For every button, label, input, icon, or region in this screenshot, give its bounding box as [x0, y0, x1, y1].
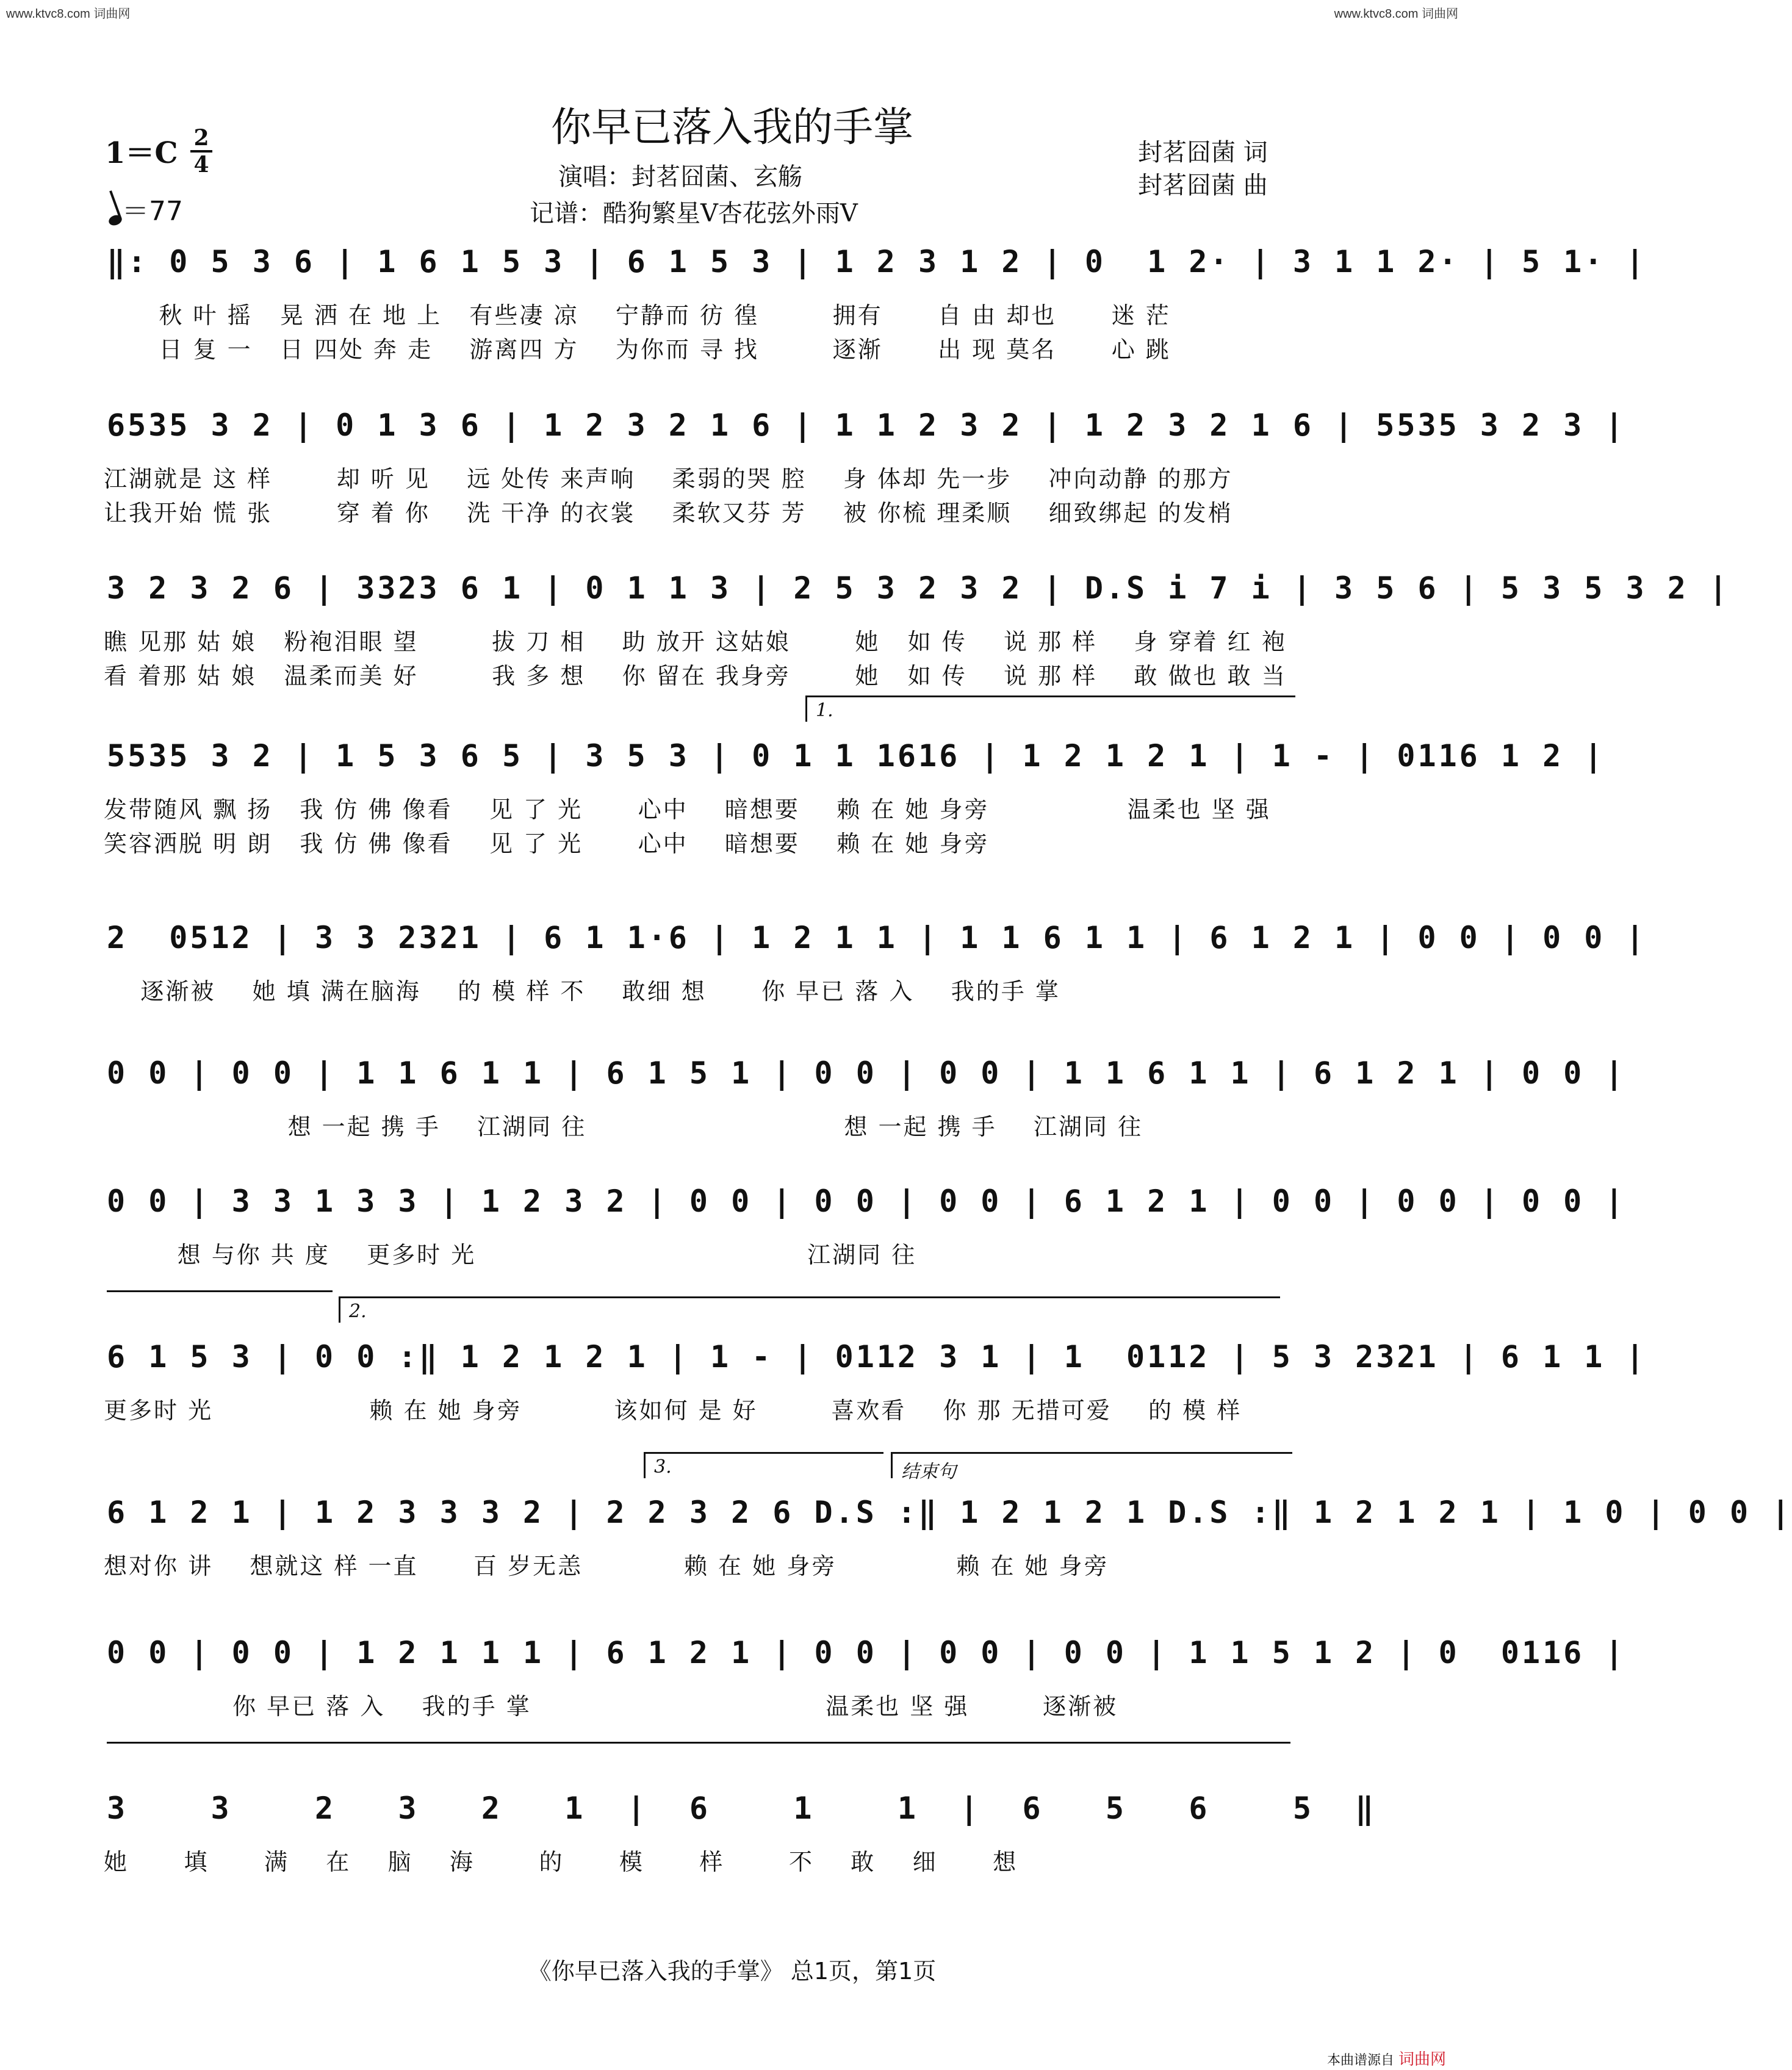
- time-signature: [190, 127, 212, 176]
- watermark: [1327, 2047, 1446, 2069]
- notation-line: 0 0 | 0 0 | 1 1 6 1 1 | 6 1 5 1 | 0 0 | 0 0 | 1 1 6 1 1 | 6 1 2 1 | 0 0 |: [107, 1055, 1626, 1091]
- tempo-marking: ＝77: [109, 189, 183, 228]
- volta-bracket: [644, 1452, 883, 1478]
- score-row: [0, 700, 1605, 879]
- watermark-prefix: 本曲谱源自: [1326, 2053, 1394, 2068]
- score-row: [0, 1791, 1464, 1931]
- singer-credit: 演唱：封茗囧菌、玄觞: [558, 163, 802, 191]
- lyric-line-verse-2: 看 着那 姑 娘 温柔而美 好 我 多 想 你 留在 我身旁 她 如 传 说 那 样 敢 做也 敢 当: [104, 663, 1287, 689]
- lyric-line-verse-1: 想 与你 共 度 更多时 光 江湖同 往: [104, 1242, 917, 1268]
- song-title: 你早已落入我的手掌: [551, 104, 913, 151]
- notation-line: 6535 3 2 | 0 1 3 6 | 1 2 3 2 1 6 | 1 1 2 3 2 | 1 2 3 2 1 6 | 5535 3 2 3 |: [107, 408, 1626, 443]
- notation-line: 6 1 5 3 | 0 0 :‖ 1 2 1 2 1 | 1 - | 0112 3 1 | 1 0112 | 5 3 2321 | 6 1 1 |: [107, 1339, 1647, 1375]
- lyric-line-verse-1: 她 填 满 在 脑 海 的 模 样 不 敢 细 想: [104, 1849, 1018, 1875]
- score-row: [0, 1456, 1792, 1635]
- volta-bracket: [339, 1296, 1280, 1323]
- score-row: [0, 1635, 1626, 1775]
- lyric-line-verse-1: 逐渐被 她 填 满在脑海 的 模 样 不 敢细 想 你 早已 落 入 我的手 掌: [104, 978, 1060, 1005]
- volta-label: 1.: [816, 700, 833, 721]
- notation-line: 0 0 | 3 3 1 3 3 | 1 2 3 2 | 0 0 | 0 0 | 0 0 | 6 1 2 1 | 0 0 | 0 0 | 0 0 |: [107, 1184, 1626, 1219]
- notation-line: 3 3 2 3 2 1 | 6 1 1 | 6 5 6 5 ‖: [107, 1791, 1376, 1826]
- volta-label: 3.: [654, 1456, 672, 1478]
- notation-line: ‖: 0 5 3 6 | 1 6 1 5 3 | 6 1 5 3 | 1 2 3 1 2 | 0 1 2· | 3 1 1 2· | 5 1· |: [107, 244, 1647, 279]
- time-signature-bottom: 4: [193, 152, 209, 178]
- notation-line: 3 2 3 2 6 | 3323 6 1 | 0 1 1 3 | 2 5 3 2 3 2 | D.S i 7 i | 3 5 6 | 5 3 5 3 2 |: [107, 570, 1730, 606]
- lyric-line-verse-1: 更多时 光 赖 在 她 身旁 该如何 是 好 喜欢看 你 那 无措可爱 的 模 样: [104, 1397, 1242, 1424]
- score-row: [0, 408, 1626, 548]
- score-row: [0, 1055, 1626, 1196]
- coda-bracket: [891, 1452, 1292, 1482]
- key-signature: 1＝C: [105, 136, 178, 170]
- lyric-line-verse-1: 发带随风 飘 扬 我 仿 佛 像看 见 了 光 心中 暗想要 赖 在 她 身旁 温柔也 坚 强: [104, 796, 1271, 823]
- lyric-line-verse-1: 秋 叶 摇 晃 洒 在 地 上 有些凄 凉 宁静而 彷 徨 拥有 自 由 却也 迷 茫: [104, 302, 1171, 329]
- lyric-line-verse-1: 瞧 见那 姑 娘 粉袍泪眼 望 拔 刀 相 助 放开 这姑娘 她 如 传 说 那 样 身 穿着 红 袍: [104, 628, 1287, 655]
- source-url-right: www.ktvc8.com 词曲网: [1334, 7, 1458, 21]
- source-url-left: www.ktvc8.com 词曲网: [6, 7, 131, 21]
- score-row: [0, 570, 1730, 711]
- lyric-line-verse-1: 想对你 讲 想就这 样 一直 百 岁无恙 赖 在 她 身旁 赖 在 她 身旁: [104, 1553, 1109, 1579]
- notation-line: 0 0 | 0 0 | 1 2 1 1 1 | 6 1 2 1 | 0 0 | 0 0 | 0 0 | 1 1 5 1 2 | 0 0116 |: [107, 1635, 1626, 1670]
- lyric-line-verse-1: 你 早已 落 入 我的手 掌 温柔也 坚 强 逐渐被: [104, 1693, 1118, 1720]
- transcriber-credit: 记谱：酷狗繁星V杏花弦外雨V: [530, 199, 858, 228]
- score-row: [0, 244, 1647, 384]
- volta-label: 2.: [349, 1301, 367, 1322]
- watermark-brand: 词曲网: [1398, 2050, 1446, 2069]
- notation-line: 5535 3 2 | 1 5 3 6 5 | 3 5 3 | 0 1 1 1616 | 1 2 1 2 1 | 1 - | 0116 1 2 |: [107, 738, 1605, 774]
- composer-credit: 封茗囧菌 曲: [1138, 171, 1268, 199]
- lyric-line-verse-2: 让我开始 慌 张 穿 着 你 洗 干净 的衣裳 柔软又芬 芳 被 你梳 理柔顺 细致绑起 的发梢: [104, 500, 1233, 526]
- score-row: [0, 920, 1647, 1060]
- quarter-note-icon: [107, 214, 123, 228]
- notation-line: 6 1 2 1 | 1 2 3 3 3 2 | 2 2 3 2 6 D.S :‖ 1 2 1 2 1 D.S :‖ 1 2 1 2 1 | 1 0 | 0 0 |: [107, 1495, 1792, 1530]
- lyric-line-verse-1: 江湖就是 这 样 却 听 见 远 处传 来声响 柔弱的哭 腔 身 体却 先一步 冲向动静 的那方: [104, 465, 1233, 492]
- time-signature-top: 2: [193, 125, 209, 151]
- volta-bracket: [805, 695, 1295, 722]
- page-footer: 《你早已落入我的手掌》 总1页，第1页: [528, 1958, 937, 1985]
- coda-label: 结束句: [901, 1461, 956, 1482]
- bracket-line: [107, 1290, 333, 1292]
- bracket-line: [107, 1742, 1290, 1744]
- lyric-line-verse-2: 笑容洒脱 明 朗 我 仿 佛 像看 见 了 光 心中 暗想要 赖 在 她 身旁: [104, 830, 990, 857]
- notation-line: 2 0512 | 3 3 2321 | 6 1 1·6 | 1 2 1 1 | 1 1 6 1 1 | 6 1 2 1 | 0 0 | 0 0 |: [107, 920, 1647, 955]
- lyricist-credit: 封茗囧菌 词: [1138, 138, 1268, 167]
- lyric-line-verse-1: 想 一起 携 手 江湖同 往 想 一起 携 手 江湖同 往: [104, 1113, 1143, 1140]
- lyric-line-verse-2: 日 复 一 日 四处 奔 走 游离四 方 为你而 寻 找 逐渐 出 现 莫名 心 跳: [104, 336, 1171, 363]
